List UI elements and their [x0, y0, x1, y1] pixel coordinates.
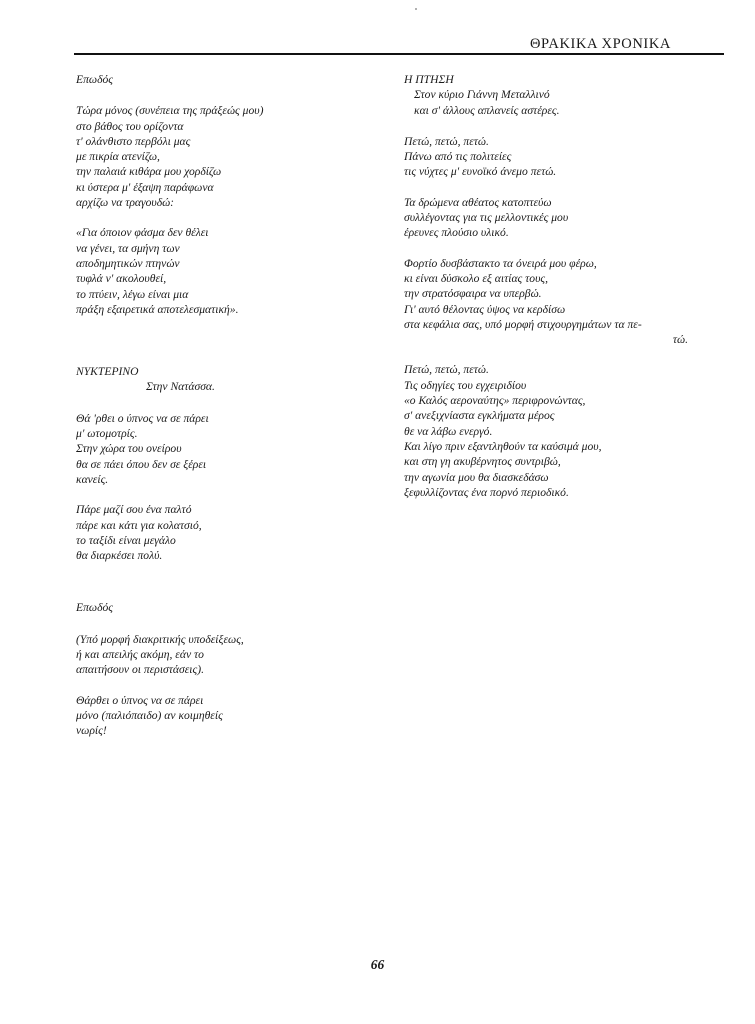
verse-line: την παλαιά κιθάρα μου χορδίζω [76, 165, 222, 179]
poem-stanza [76, 632, 376, 678]
poem-stanza [76, 693, 376, 739]
verse-line: θε να λάβω ενεργό. [404, 424, 493, 438]
poem-dedication: και σ' άλλους απλανείς αστέρες. [414, 103, 560, 117]
verse-line: σ' ανεξιχνίαστα εγκλήματα μέρος [404, 409, 555, 423]
scan-speck [415, 8, 417, 10]
section-title-epodos-1: Επωδός [76, 73, 113, 86]
poem-stanza [76, 502, 376, 563]
verse-line: να γένει, τα σμήνη των [76, 241, 180, 255]
poem-dedication: Στην Νατάσσα. [146, 380, 215, 394]
verse-line: κι είναι δύσκολο εξ αιτίας τους, [404, 271, 548, 285]
header-rule [74, 53, 724, 55]
poem-stanza [76, 103, 376, 210]
verse-line: Γι' αυτό θέλοντας ύψος να κερδίσω [404, 302, 566, 316]
verse-line: στα κεφάλια σας, υπό μορφή στιχουργημάτων τα πε- [404, 317, 642, 331]
journal-title: ΘΡΑΚΙΚΑ ΧΡΟΝΙΚΑ [529, 36, 671, 52]
verse-line: στο βάθος του ορίζοντα [76, 119, 184, 133]
verse-line: το ταξίδι είναι μεγάλο [76, 533, 176, 547]
verse-line: «ο Καλός αεροναύτης» περιφρονώντας, [404, 394, 586, 408]
verse-line: Και λίγο πριν εξαντληθούν τα καύσιμά μου, [404, 439, 602, 453]
page-number: 66 [370, 957, 385, 972]
right-column [404, 72, 694, 515]
poem-stanza [404, 195, 694, 241]
verse-line: Πετώ, πετώ, πετώ. [404, 363, 489, 377]
verse-line: κι ύστερα μ' έξαψη παράφωνα [76, 180, 214, 194]
verse-line: πράξη εξαιρετικά αποτελεσματική». [76, 302, 239, 316]
verse-line: το πτύειν, λέγω είναι μια [76, 287, 189, 301]
verse-line: Τα δρώμενα αθέατος κατοπτεύω [404, 195, 552, 209]
verse-line: Φορτίο δυσβάστακτο τα όνειρά μου φέρω, [404, 256, 597, 270]
verse-line: αποδημητικών πτηνών [76, 256, 180, 270]
section-title-epodos-2: Επωδός [76, 601, 113, 615]
verse-line: Στην χώρα του ονείρου [76, 442, 182, 456]
verse-line: τυφλά ν' ακολουθεί, [76, 272, 167, 286]
poem-dedication: Στον κύριο Γιάννη Μεταλλινό [414, 88, 550, 102]
verse-line: μ' ωτομοτρίς. [76, 427, 138, 441]
verse-line: θα σε πάει όπου δεν σε ξέρει [76, 457, 207, 471]
poem-title-ptisi: Η ΠΤΗΣΗ [404, 73, 454, 86]
verse-line: Θάρθει ο ύπνος να σε πάρει [76, 693, 204, 707]
verse-line: με πικρία ατενίζω, [76, 150, 160, 164]
left-column [76, 72, 376, 754]
poem-stanza [76, 411, 376, 487]
verse-line: Πάρε μαζί σου ένα παλτό [76, 503, 192, 517]
poem-title-nykterino: ΝΥΚΤΕΡΙΝΟ [76, 365, 139, 379]
verse-line: τις νύχτες μ' ευνοϊκό άνεμο πετώ. [404, 165, 557, 179]
verse-line: απαιτήσουν οι περιστάσεις). [76, 663, 204, 677]
verse-line: κανείς. [76, 472, 109, 486]
verse-line-continuation: τώ. [672, 333, 688, 347]
verse-line: (Υπό μορφή διακριτικής υποδείξεως, [76, 632, 244, 646]
verse-line: μόνο (παλιόπαιδο) αν κοιμηθείς [76, 708, 223, 722]
verse-line: ή και απειλής ακόμη, εάν το [76, 648, 204, 662]
poem-stanza [404, 134, 694, 180]
verse-line: Πάνω από τις πολιτείες [404, 150, 512, 164]
poem-stanza [404, 256, 694, 348]
verse-line: πάρε και κάτι για κολατσιό, [76, 518, 202, 532]
verse-line: έρευνες πλούσιο υλικό. [404, 226, 509, 240]
verse-line: νωρίς! [76, 724, 107, 738]
poem-stanza [76, 225, 376, 317]
verse-line: τ' ολάνθιστο περβόλι μας [76, 134, 191, 148]
verse-line: αρχίζω να τραγουδώ: [76, 196, 175, 210]
verse-line: θα διαρκέσει πολύ. [76, 549, 163, 563]
verse-line: και στη γη ακυβέρνητος συντριβώ, [404, 455, 561, 469]
verse-line: την αγωνία μου θα διασκεδάσω [404, 470, 549, 484]
poem-stanza [404, 362, 694, 500]
verse-line: ξεφυλλίζοντας ένα πορνό περιοδικό. [404, 485, 569, 499]
verse-line: την στρατόσφαιρα να υπερβώ. [404, 287, 542, 301]
verse-line: Θά 'ρθει ο ύπνος να σε πάρει [76, 411, 209, 425]
verse-line: Τώρα μόνος (συνέπεια της πράξεώς μου) [76, 104, 264, 118]
verse-line: συλλέγοντας για τις μελλοντικές μου [404, 211, 569, 225]
verse-line: «Για όποιον φάσμα δεν θέλει [76, 226, 209, 240]
verse-line: Τις οδηγίες του εγχειριδίου [404, 378, 527, 392]
verse-line: Πετώ, πετώ, πετώ. [404, 134, 489, 148]
